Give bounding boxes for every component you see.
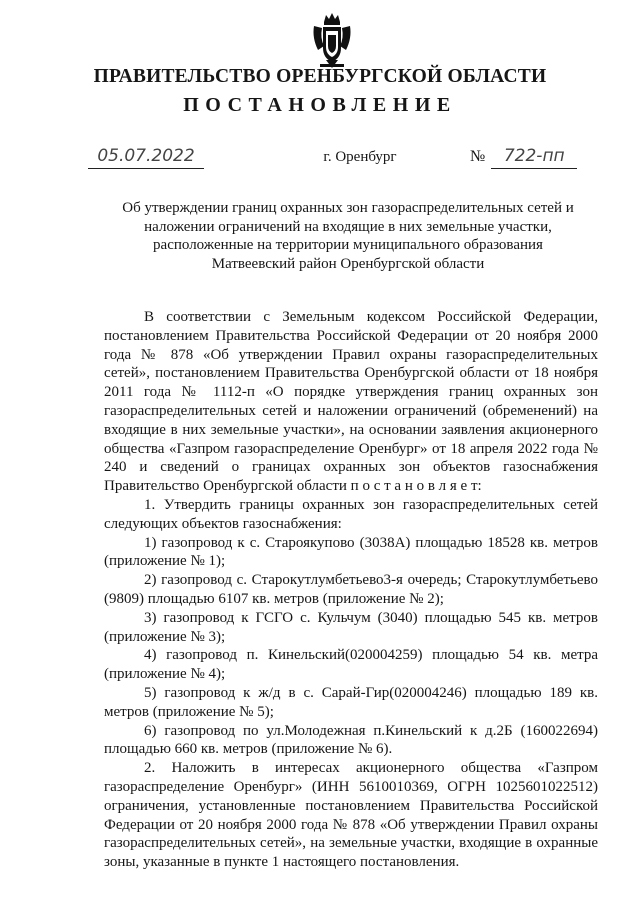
document-date: 05.07.2022	[88, 144, 204, 169]
coat-of-arms-icon	[310, 12, 354, 70]
organization-name: ПРАВИТЕЛЬСТВО ОРЕНБУРГСКОЙ ОБЛАСТИ	[93, 66, 547, 87]
document-title: Об утверждении границ охранных зон газораспределительных сетей и наложении ограничений на входящие в них земельные участки, расположенные на территории муниципального образования Матвеевский район Оренбургской области	[122, 200, 574, 272]
document-number-block	[470, 144, 577, 168]
clause-2: 2. Наложить в интересах акционерного общества «Газпром газораспределение Оренбург» (ИНН 5610010369, ОГРН 1025601022512) ограничения, установленные постановлением Правительства Российской Федерации от 20 ноября 2000 года № 878 «Об утверждении Правил охраны газораспределительных сетей», на земельные участки, входящие в охранные зоны, указанные в пункте 1 настоящего постановления.	[104, 760, 598, 871]
clause-1-item-1: 1) газопровод к с. Староякупово (3038А) площадью 18528 кв. метров (приложение № 1);	[104, 534, 598, 570]
clause-1: 1. Утвердить границы охранных зон газораспределительных сетей следующих объектов газоснабжения:	[104, 496, 598, 532]
document-body	[104, 308, 598, 872]
number-sign: №	[470, 148, 486, 165]
clause-1-item-6: 6) газопровод по ул.Молодежная п.Кинельский к д.2Б (160022694) площадью 660 кв. метров (приложение № 6).	[104, 722, 598, 758]
document-number: 722-пп	[491, 144, 577, 169]
document-city: г. Оренбург	[323, 149, 397, 165]
document-type: ПОСТАНОВЛЕНИЕ	[183, 94, 457, 116]
preamble-paragraph: В соответствии с Земельным кодексом Российской Федерации, постановлением Правительства Российской Федерации от 20 ноября 2000 года № 878 «Об утверждении Правил охраны газораспределительных сетей», постановлением Правительства Оренбургской области от 18 ноября 2011 года № 1112-п «О порядке утверждения границ охранных зон газораспределительных сетей и наложении ограничений (обременений) на входящие в них земельные участки», на основании заявления акционерного общества «Газпром газораспределение Оренбург» от 18 апреля 2022 года № 240 и сведений о границах охранных зон объектов газоснабжения Правительство Оренбургской области п о с т а н о в л я е т:	[104, 309, 598, 495]
clause-1-item-5: 5) газопровод к ж/д в с. Сарай-Гир(020004246) площадью 189 кв. метров (приложение № 5);	[104, 684, 598, 720]
clause-1-item-4: 4) газопровод п. Кинельский(020004259) площадью 54 кв. метра (приложение № 4);	[104, 647, 598, 683]
clause-1-item-2: 2) газопровод с. Старокутлумбетьево3-я очередь; Старокутлумбетьево (9809) площадью 6107 кв. метров (приложение № 2);	[104, 572, 598, 607]
clause-1-item-3: 3) газопровод к ГСГО с. Кульчум (3040) площадью 545 кв. метров (приложение № 3);	[104, 609, 598, 645]
